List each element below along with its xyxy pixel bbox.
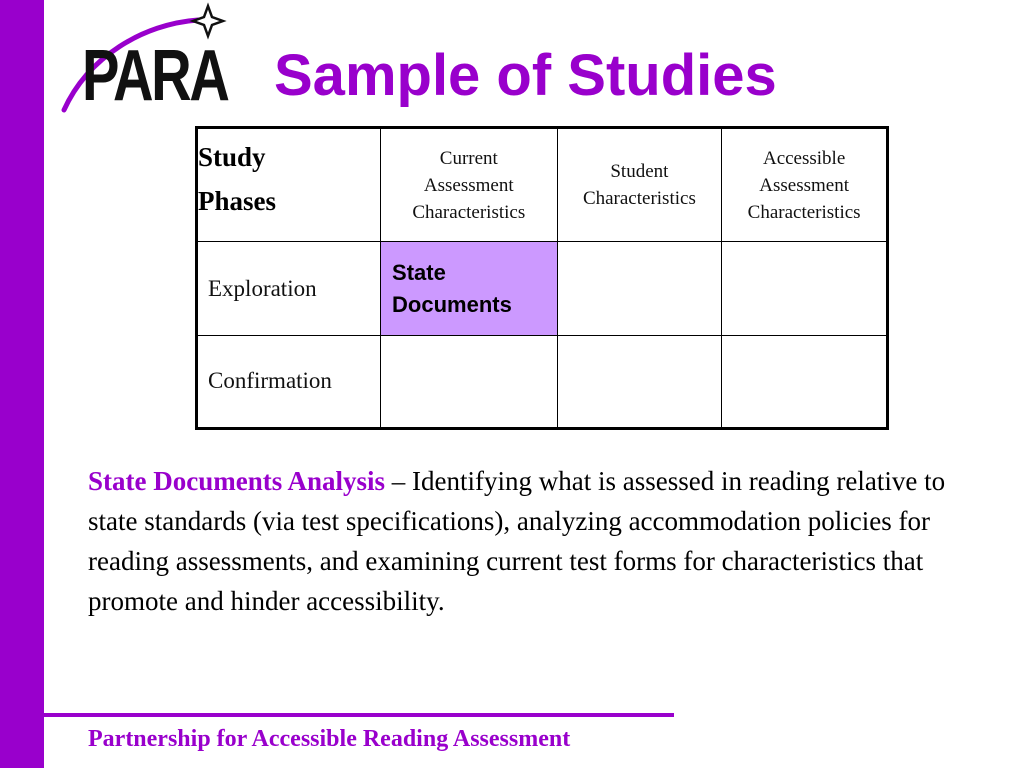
table-cell [722,335,888,428]
description-dash: – [385,466,413,496]
row-label-exploration: Exploration [197,242,381,335]
left-accent-bar [0,0,44,768]
description-body: Identifying what is assessed in reading relative to state standards (via test specifications), analyzing accommodation policies for reading assessments, and examining current test forms for characteristics that promote and hinder accessibility. [88,466,946,616]
description-paragraph [88,461,948,621]
star-icon [193,6,223,36]
header-student: Student Characteristics [557,128,722,242]
description-lead: State Documents Analysis [88,466,386,496]
study-phases-table [195,126,889,430]
table-row [197,242,888,335]
cell-state-documents: State Documents [381,242,557,335]
logo-wordmark: PARA [82,36,228,116]
row-label-confirmation: Confirmation [197,335,381,428]
header-study: Study [198,142,266,172]
header-current-assessment: Current Assessment Characteristics [381,128,557,242]
footer-text: Partnership for Accessible Reading Assessment [88,726,571,752]
header-phases: Phases [198,186,277,216]
table-header-row [197,128,888,242]
table-row [197,335,888,428]
header-accessible-assessment: Accessible Assessment Characteristics [722,128,888,242]
header-study-phases [197,128,381,242]
footer-divider [44,713,674,717]
table-cell [381,335,557,428]
table-cell [557,242,722,335]
page-title: Sample of Studies [274,43,777,108]
table-cell [722,242,888,335]
table-cell [557,335,722,428]
